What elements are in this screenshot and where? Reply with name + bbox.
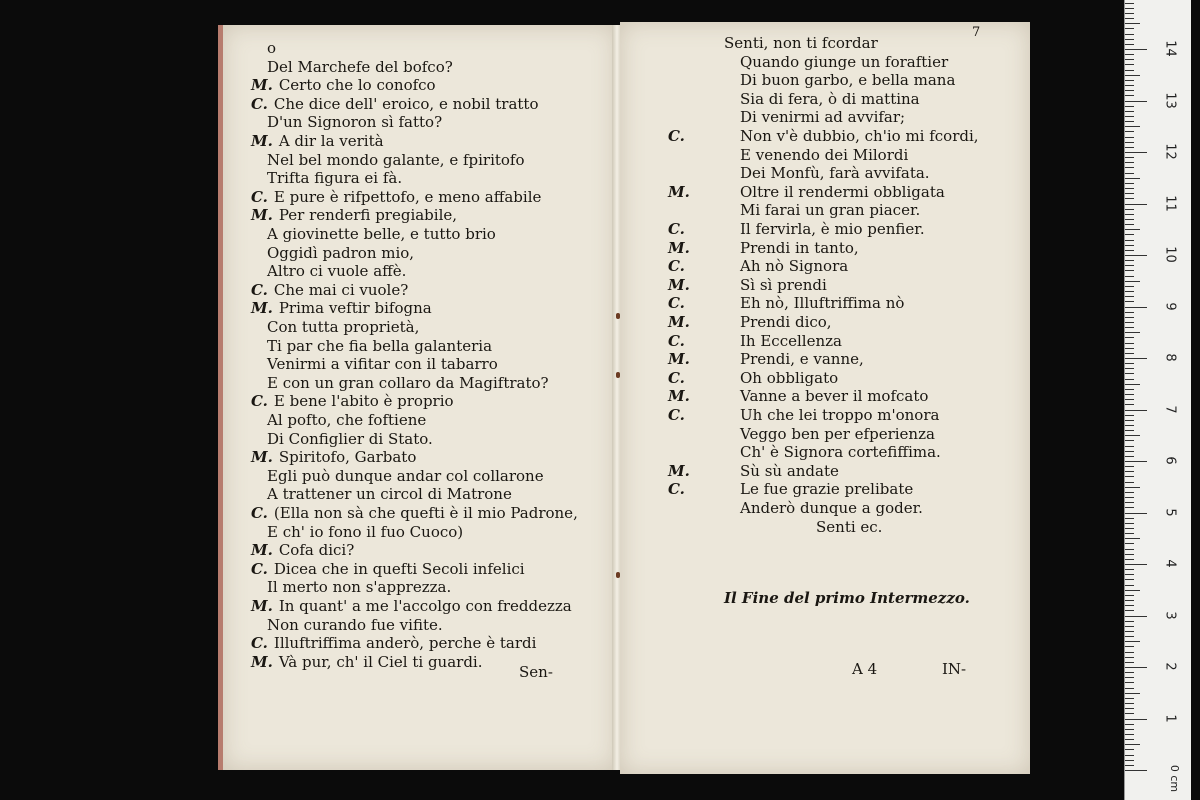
ruler-tick <box>1125 559 1134 560</box>
ruler-tick <box>1125 368 1134 369</box>
speaker-label: M. <box>668 182 690 201</box>
ruler-number: 3 <box>1162 610 1178 620</box>
ruler-tick <box>1125 518 1134 519</box>
ruler-tick <box>1125 80 1134 81</box>
ruler-tick <box>1125 111 1134 112</box>
verse-text: Sì sì prendi <box>740 275 827 294</box>
ruler-tick <box>1125 142 1134 143</box>
verse-text: Al pofto, che foftiene <box>267 411 427 429</box>
verse-text: Senti, non ti fcordar <box>724 34 878 52</box>
ruler-tick <box>1125 734 1134 735</box>
ruler-tick <box>1125 688 1134 689</box>
ruler-tick <box>1125 749 1134 750</box>
ruler-tick <box>1125 549 1134 550</box>
ruler-tick <box>1125 270 1134 271</box>
verse-text: Cofa dici? <box>278 541 355 560</box>
verse-text: Dei Monfù, farà avvifata. <box>740 164 930 183</box>
ruler-tick <box>1125 538 1140 539</box>
ruler-tick <box>1125 167 1134 168</box>
ruler-tick <box>1125 281 1140 282</box>
text-line <box>267 39 276 57</box>
verse-text: Certo che lo conofco <box>278 76 436 95</box>
verse-text: o <box>267 39 277 57</box>
ruler-tick <box>1125 49 1147 50</box>
verse-text: (Ella non sà che quefti è il mio Padrone, <box>273 504 578 522</box>
text-line <box>267 318 419 336</box>
speaker-label: C. <box>251 187 268 206</box>
ruler-tick <box>1125 719 1147 720</box>
verse-text: Và pur, ch' il Ciel ti guardi. <box>278 652 483 671</box>
text-line <box>251 299 432 317</box>
ruler-tick <box>1125 85 1134 86</box>
speaker-label: M. <box>251 76 273 95</box>
text-line <box>267 244 414 262</box>
ruler-tick <box>1125 64 1134 65</box>
verse-text: Oggidì padron mio, <box>267 243 415 262</box>
ruler-tick <box>1125 410 1147 411</box>
ruler-tick <box>1125 682 1134 683</box>
ruler-tick <box>1125 425 1134 426</box>
speaker-label: C. <box>668 368 685 387</box>
verse-text: Trifta figura ei fà. <box>267 169 403 188</box>
ruler-tick <box>1125 621 1134 622</box>
ruler-tick <box>1125 39 1134 40</box>
text-line <box>267 430 433 448</box>
ruler-tick <box>1125 755 1134 756</box>
text-line <box>251 392 454 410</box>
ruler-number: 5 <box>1162 507 1178 517</box>
text-line <box>267 58 453 76</box>
ruler-number: 7 <box>1162 404 1178 414</box>
text-line <box>251 653 483 671</box>
ruler-number: 8 <box>1162 353 1178 362</box>
ruler-tick <box>1125 250 1134 251</box>
ruler-tick <box>1125 430 1134 431</box>
ruler-tick <box>1125 291 1134 292</box>
ruler-tick <box>1125 101 1147 102</box>
verse-text: Ch' è Signora cortefiffima. <box>740 443 941 462</box>
text-line <box>267 113 442 131</box>
ruler-tick <box>1125 131 1134 132</box>
ruler-tick <box>1125 23 1140 24</box>
ruler-tick <box>1125 301 1134 302</box>
speaker-label: C. <box>668 406 685 424</box>
ruler-tick <box>1125 713 1134 714</box>
ruler-tick <box>1125 234 1134 235</box>
ruler-tick <box>1125 513 1147 514</box>
speaker-label: M. <box>668 313 690 331</box>
text-line <box>251 504 578 522</box>
verse-text: Sù sù andate <box>740 461 839 480</box>
ruler-tick <box>1125 152 1147 153</box>
ruler-tick <box>1125 337 1134 338</box>
ruler-tick <box>1125 245 1134 246</box>
verse-text: Quando giunge un foraftier <box>740 52 949 71</box>
ruler-tick <box>1125 533 1134 534</box>
verse-text: E pure è rifpettofo, e meno affabile <box>273 187 542 206</box>
ruler-tick <box>1125 44 1134 45</box>
ruler-tick <box>1125 523 1134 524</box>
ruler-tick <box>1125 482 1134 483</box>
ruler-tick <box>1125 121 1134 122</box>
ruler-tick <box>1125 672 1134 673</box>
ruler-tick <box>1125 574 1134 575</box>
text-line <box>251 132 384 150</box>
ruler-tick <box>1125 466 1134 467</box>
speaker-label: C. <box>668 331 685 350</box>
ruler-unit: 0 cm <box>1168 764 1182 793</box>
ruler-tick <box>1125 564 1147 565</box>
verse-text: Che mai ci vuole? <box>273 280 409 299</box>
verse-text: Ti par che fia bella galanteria <box>267 336 493 355</box>
ruler-tick <box>1125 415 1134 416</box>
text-line <box>251 541 354 559</box>
catchword: IN- <box>942 660 967 678</box>
text-line <box>267 262 406 280</box>
verse-text: Veggo ben per efperienza <box>740 424 935 443</box>
ruler-number: 14 <box>1162 40 1178 57</box>
ruler-tick <box>1125 173 1134 174</box>
verse-text: Che dice dell' eroico, e nobil tratto <box>273 94 539 113</box>
ruler-tick <box>1125 219 1134 220</box>
ruler-tick <box>1125 255 1147 256</box>
verse-text: Ih Eccellenza <box>740 331 842 350</box>
ruler-tick <box>1125 59 1134 60</box>
ruler-tick <box>1125 626 1134 627</box>
ruler-number: 9 <box>1162 301 1178 311</box>
ruler-tick <box>1125 116 1134 117</box>
text-line <box>267 578 451 596</box>
ruler-tick <box>1125 502 1134 503</box>
ruler-number: 1 <box>1162 713 1178 723</box>
verse-text: E bene l'abito è proprio <box>273 392 454 411</box>
speaker-label: C. <box>251 280 268 299</box>
ruler-tick <box>1125 724 1134 725</box>
verse-text: Senti ec. <box>816 517 883 536</box>
verse-text: E con un gran collaro da Magiftrato? <box>267 373 549 392</box>
ruler-tick <box>1125 157 1134 158</box>
ruler-number: 11 <box>1162 194 1178 212</box>
ruler-tick <box>1125 379 1134 380</box>
ruler-tick <box>1125 641 1140 642</box>
speaker-label: M. <box>668 275 690 294</box>
verse-text: Eh nò, Illuftriffima nò <box>740 294 905 313</box>
verse-text: Non v'è dubbio, ch'io mi fcordi, <box>740 127 979 145</box>
ruler-tick <box>1125 765 1134 766</box>
ruler-tick <box>1125 296 1134 297</box>
ruler-tick <box>1125 307 1147 308</box>
text-line <box>251 95 538 113</box>
verse-text: Uh che lei troppo m'onora <box>740 406 940 424</box>
ruler-tick <box>1125 198 1134 199</box>
verse-text: Di Configlier di Stato. <box>267 429 433 448</box>
ruler-tick <box>1125 95 1134 96</box>
ruler-tick <box>1125 75 1140 76</box>
verse-text: A dir la verità <box>278 132 384 150</box>
verse-text: Il fervirla, è mio penfier. <box>740 220 925 238</box>
speaker-label: C. <box>668 257 685 276</box>
verse-text: Nel bel mondo galante, e fpiritofo <box>267 150 525 169</box>
ruler-tick <box>1125 662 1134 663</box>
ruler-tick <box>1125 739 1134 740</box>
ruler-tick <box>1125 507 1134 508</box>
verse-text: Le fue grazie prelibate <box>740 480 914 499</box>
ruler-tick <box>1125 332 1140 333</box>
verse-text: Prendi dico, <box>740 313 832 331</box>
ruler-tick <box>1125 471 1134 472</box>
speaker-label: C. <box>251 504 268 522</box>
ruler-tick <box>1125 729 1134 730</box>
verse-text: Di buon garbo, e bella mana <box>740 71 956 90</box>
ruler-number: 10 <box>1162 246 1178 263</box>
ruler-tick <box>1125 446 1134 447</box>
ruler-tick <box>1125 399 1134 400</box>
verse-text: Vanne a bever il mofcato <box>740 387 929 406</box>
ruler-tick <box>1125 353 1134 354</box>
speaker-label: M. <box>251 448 273 467</box>
ruler-tick <box>1125 440 1134 441</box>
speaker-label: C. <box>668 294 685 313</box>
ruler-tick <box>1125 657 1134 658</box>
ruler-tick <box>1125 451 1134 452</box>
ruler-tick <box>1125 404 1134 405</box>
signature-mark: A 4 <box>852 660 878 678</box>
ruler-number: 6 <box>1162 456 1178 465</box>
text-line <box>267 374 549 392</box>
verse-text: Con tutta proprietà, <box>267 318 420 336</box>
verse-text: A trattener un circol di Matrone <box>267 485 512 504</box>
text-line <box>251 560 525 578</box>
verse-text: Ah nò Signora <box>740 257 849 276</box>
ruler-tick <box>1125 646 1134 647</box>
ruler-tick <box>1125 106 1134 107</box>
ruler-tick <box>1125 770 1147 771</box>
speaker-label: C. <box>251 94 268 113</box>
text-line <box>267 467 544 485</box>
speaker-label: M. <box>668 387 690 406</box>
corner-mark: 7 <box>972 25 981 40</box>
speaker-label: C. <box>668 127 685 145</box>
ruler-tick <box>1125 204 1147 205</box>
ruler-tick <box>1125 394 1134 395</box>
ruler-tick <box>1125 616 1147 617</box>
ruler-tick <box>1125 178 1140 179</box>
ruler-tick <box>1125 343 1134 344</box>
ruler-number: 2 <box>1162 662 1178 671</box>
ruler-tick <box>1125 214 1134 215</box>
ruler-tick <box>1125 652 1134 653</box>
ruler-tick <box>1125 28 1134 29</box>
ruler-tick <box>1125 193 1134 194</box>
ruler-tick <box>1125 703 1134 704</box>
ruler-tick <box>1125 240 1134 241</box>
text-line <box>267 616 443 634</box>
text-line <box>251 76 436 94</box>
text-line <box>267 151 525 169</box>
text-line <box>251 597 572 615</box>
ruler-tick <box>1125 265 1134 266</box>
text-line <box>251 206 457 224</box>
ruler-tick <box>1125 435 1140 436</box>
measuring-ruler <box>1124 0 1191 800</box>
verse-text: Il merto non s'apprezza. <box>267 578 452 597</box>
ruler-tick <box>1125 322 1134 323</box>
ruler-number: 4 <box>1162 559 1178 568</box>
text-line <box>251 448 416 466</box>
ruler-tick <box>1125 631 1134 632</box>
ruler-tick <box>1125 760 1134 761</box>
ruler-tick <box>1125 569 1134 570</box>
speaker-label: M. <box>251 597 273 615</box>
ruler-tick <box>1125 420 1134 421</box>
ruler-tick <box>1125 260 1134 261</box>
text-line <box>251 188 541 206</box>
text-line <box>267 169 402 187</box>
verse-text: In quant' a me l'accolgo con freddezza <box>278 597 572 615</box>
ruler-tick <box>1125 636 1134 637</box>
verse-text: Non curando fue vifite. <box>267 615 443 634</box>
right-page <box>620 22 1030 774</box>
speaker-label: C. <box>251 559 268 578</box>
speaker-label: M. <box>251 206 273 225</box>
ruler-tick <box>1125 605 1134 606</box>
verse-text: Del Marchefe del bofco? <box>267 57 453 76</box>
ruler-tick <box>1125 600 1134 601</box>
ruler-tick <box>1125 54 1134 55</box>
ruler-tick <box>1125 317 1134 318</box>
ruler-tick <box>1125 476 1134 477</box>
verse-text: Oltre il rendermi obbligata <box>740 182 945 201</box>
ruler-tick <box>1125 188 1134 189</box>
ruler-tick <box>1125 677 1134 678</box>
ruler-tick <box>1125 137 1134 138</box>
verse-text: Egli può dunque andar col collarone <box>267 466 544 485</box>
speaker-label: C. <box>668 480 685 499</box>
ruler-tick <box>1125 348 1134 349</box>
ruler-tick <box>1125 147 1134 148</box>
ruler-tick <box>1125 456 1134 457</box>
ruler-tick <box>1125 373 1134 374</box>
ruler-tick <box>1125 327 1134 328</box>
ruler-tick <box>1125 312 1134 313</box>
ruler-tick <box>1125 358 1147 359</box>
ruler-tick <box>1125 698 1134 699</box>
speaker-label: M. <box>251 541 273 560</box>
ruler-tick <box>1125 595 1134 596</box>
ruler-tick <box>1125 543 1134 544</box>
speaker-label: C. <box>668 220 685 238</box>
ruler-tick <box>1125 708 1134 709</box>
verse-text: D'un Signoron sì fatto? <box>267 113 443 132</box>
verse-text: Altro ci vuole affè. <box>267 262 407 281</box>
verse-text: E ch' io fono il fuo Cuoco) <box>267 522 464 541</box>
verse-text: Venirmi a vifitar con il tabarro <box>267 355 498 374</box>
ruler-tick <box>1125 461 1147 462</box>
verse-text: Anderò dunque a goder. <box>740 499 923 517</box>
speaker-label: M. <box>668 461 690 480</box>
speaker-label: C. <box>251 634 268 653</box>
ruler-tick <box>1125 590 1140 591</box>
ruler-tick <box>1125 492 1134 493</box>
text-line <box>267 411 426 429</box>
ruler-tick <box>1125 554 1134 555</box>
speaker-label: M. <box>668 238 690 257</box>
ruler-tick <box>1125 384 1140 385</box>
ruler-tick <box>1125 585 1134 586</box>
ruler-tick <box>1125 363 1134 364</box>
ruler-tick <box>1125 34 1134 35</box>
ruler-tick <box>1125 744 1140 745</box>
verse-text: Dicea che in quefti Secoli infelici <box>273 559 525 578</box>
text-line <box>267 355 498 373</box>
speaker-label: M. <box>251 299 273 318</box>
ruler-tick <box>1125 528 1134 529</box>
verse-text: Illuftriffima anderò, perche è tardi <box>273 634 537 653</box>
ruler-tick <box>1125 209 1134 210</box>
verse-text: Prima veftir bifogna <box>278 299 432 318</box>
ruler-tick <box>1125 286 1134 287</box>
ruler-tick <box>1125 183 1134 184</box>
catchword: Sen- <box>519 663 553 681</box>
text-line <box>267 225 496 243</box>
ruler-tick <box>1125 579 1134 580</box>
verse-text: Di venirmi ad avvifar; <box>740 108 906 127</box>
ruler-tick <box>1125 162 1134 163</box>
ruler-tick <box>1125 693 1140 694</box>
ruler-number: 12 <box>1162 143 1178 160</box>
text-line <box>267 337 492 355</box>
speaker-label: C. <box>251 392 268 411</box>
intermezzo-end: Il Fine del primo Intermezzo. <box>724 589 970 607</box>
left-page <box>218 25 616 770</box>
verse-text: Oh obbligato <box>740 368 839 387</box>
speaker-label: M. <box>251 132 273 150</box>
verse-text: Prendi, e vanne, <box>740 350 864 369</box>
verse-text: A giovinette belle, e tutto brio <box>267 225 496 243</box>
verse-text: Prendi in tanto, <box>740 238 859 257</box>
speaker-label: M. <box>251 652 273 671</box>
ruler-tick <box>1125 667 1147 668</box>
verse-text: Sia di fera, ò di mattina <box>740 89 920 108</box>
text-line <box>267 485 512 503</box>
ruler-tick <box>1125 389 1134 390</box>
verse-text: E venendo dei Milordi <box>740 145 909 164</box>
speaker-label: M. <box>668 350 690 369</box>
ruler-tick <box>1125 224 1134 225</box>
verse-text: Spiritofo, Garbato <box>278 448 417 467</box>
ruler-tick <box>1125 126 1140 127</box>
verse-text: Mi farai un gran piacer. <box>740 201 921 220</box>
ruler-tick <box>1125 610 1134 611</box>
text-line <box>251 634 536 652</box>
ruler-tick <box>1125 229 1140 230</box>
verse-text: Per renderfi pregiabile, <box>278 206 458 225</box>
ruler-tick <box>1125 497 1134 498</box>
ruler-tick <box>1125 70 1134 71</box>
ruler-tick <box>1125 8 1134 9</box>
text-line <box>251 281 408 299</box>
ruler-tick <box>1125 487 1140 488</box>
ruler-tick <box>1125 3 1134 4</box>
ruler-tick <box>1125 276 1134 277</box>
text-line <box>267 523 463 541</box>
ruler-tick <box>1125 18 1134 19</box>
ruler-number: 13 <box>1162 91 1178 109</box>
ruler-tick <box>1125 90 1134 91</box>
ruler-tick <box>1125 13 1134 14</box>
